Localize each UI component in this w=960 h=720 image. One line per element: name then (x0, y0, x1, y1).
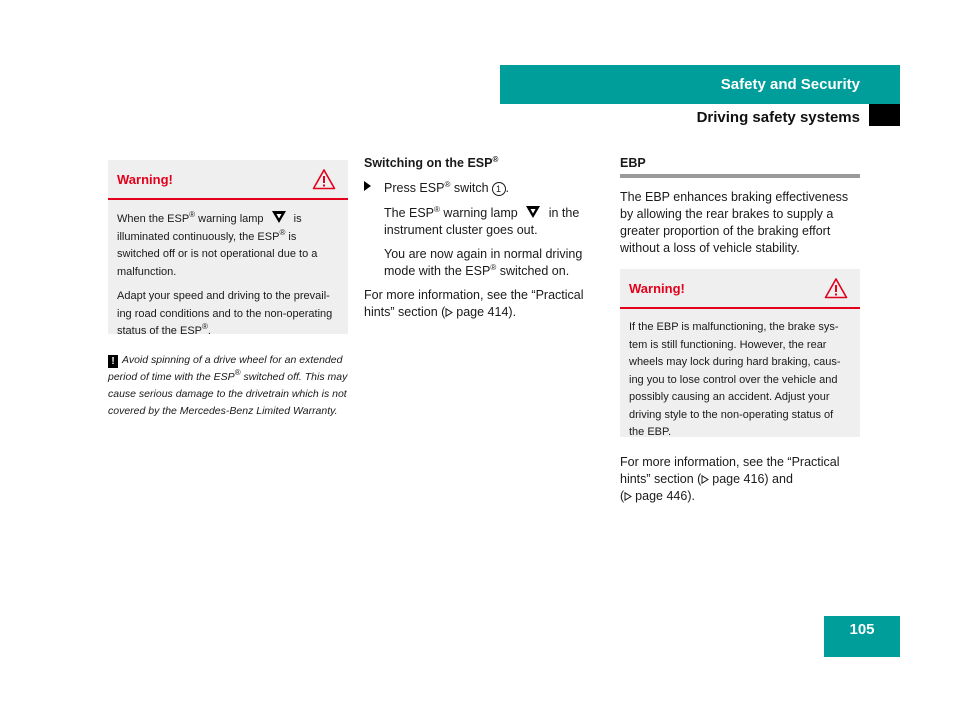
result-lamp-out (384, 205, 604, 239)
text-span: warning lamp (195, 213, 264, 225)
esp-warning-box (108, 160, 348, 337)
registered-mark: ® (189, 210, 196, 219)
section-tab-marker (869, 104, 900, 126)
text-span: is switched off or is not operational due to a malfunction. (117, 230, 318, 278)
registered-mark: ® (279, 227, 286, 237)
page-reference-triangle-icon (445, 308, 453, 317)
page-link-416[interactable]: page 416 (712, 472, 765, 486)
damage-note (108, 352, 352, 420)
more-info-416-446 (620, 454, 860, 505)
text-span: . (505, 181, 510, 195)
warning-triangle-icon (312, 168, 336, 190)
page-number-box (824, 616, 900, 657)
text-span: For more information, see the “Practical hints” section ( (364, 288, 584, 319)
warning-title: Warning! (117, 171, 173, 187)
page-link-446[interactable]: page 446 (635, 489, 688, 503)
text-span: warning lamp (439, 206, 518, 220)
warning-paragraph (117, 288, 334, 341)
warning-body (108, 200, 348, 351)
warning-header (108, 160, 348, 200)
note-text: Avoid spinning of a drive wheel for an extended period of time with the ESP (108, 354, 343, 383)
registered-mark: ® (234, 368, 241, 377)
text-span: Switching on the ESP (364, 156, 493, 170)
text-span: For more information, see the “Practical hints” section ( (620, 455, 840, 486)
text-span: . (207, 325, 211, 337)
text-span: Press ESP (384, 181, 445, 195)
page-reference-triangle-icon (701, 475, 709, 484)
bullet-arrow-icon (364, 181, 371, 191)
registered-mark: ® (202, 322, 208, 331)
heading-rule (620, 174, 860, 178)
ebp-warning-box (620, 269, 860, 437)
warning-triangle-icon (824, 277, 848, 299)
text-span: You are now again in normal driving mode with the ESP (384, 247, 583, 278)
registered-mark: ® (444, 180, 451, 189)
warning-title: Warning! (629, 280, 685, 296)
registered-mark: ® (492, 155, 499, 164)
text-span: switch (450, 181, 489, 195)
warning-paragraph (117, 210, 334, 281)
registered-mark: ® (434, 205, 440, 214)
text-span: ). (508, 305, 517, 319)
page-reference-triangle-icon (624, 492, 632, 501)
text-span: is illuminated continuously, the ESP (117, 213, 302, 243)
warning-body (620, 309, 860, 452)
warning-header (620, 269, 860, 309)
text-span: switched on. (496, 264, 570, 278)
note-exclamation-icon: ! (108, 355, 118, 368)
esp-warning-lamp-icon (523, 205, 543, 219)
note-text: switched off. This may cause serious damage to the drivetrain which is not covered by the Mercedes-Benz Limited Warranty. (108, 371, 348, 417)
text-span: The ESP (384, 206, 435, 220)
section-title: Safety and Security (720, 76, 860, 93)
subsection-title: Driving safety systems (696, 108, 860, 126)
text-span: in the instrument cluster goes out. (384, 206, 580, 237)
text-span: When the ESP (117, 213, 190, 225)
text-span: ) and (764, 472, 793, 486)
esp-switch-on-heading (364, 156, 498, 170)
text-span: ). (687, 489, 695, 503)
switch-number-badge: 1 (492, 182, 506, 196)
more-info-414 (364, 287, 604, 321)
section-title-band (500, 65, 900, 104)
ebp-heading: EBP (620, 156, 646, 170)
page-number: 105 (849, 621, 875, 638)
esp-warning-lamp-icon (269, 210, 289, 224)
registered-mark: ® (490, 263, 497, 272)
text-span: Adapt your speed and driving to the prevail-ing road conditions and to the non-operating status of the ESP (117, 290, 333, 337)
warning-paragraph: If the EBP is malfunctioning, the brake sys-tem is still functioning. However, the rear wheels may lock during hard braking, caus-ing you to lose control over the vehicle and possibly causing an accident. Adjust your driving style to the non-operating status of the EBP. (629, 321, 841, 438)
page-link-414[interactable]: page 414 (456, 305, 509, 319)
result-normal-mode (384, 246, 604, 280)
text-span: ( (620, 489, 625, 503)
step-press-esp (384, 180, 604, 197)
ebp-intro: The EBP enhances braking effectiveness by allowing the rear brakes to supply a greater proportion of the braking effort without a loss of vehicle stability. (620, 190, 849, 255)
